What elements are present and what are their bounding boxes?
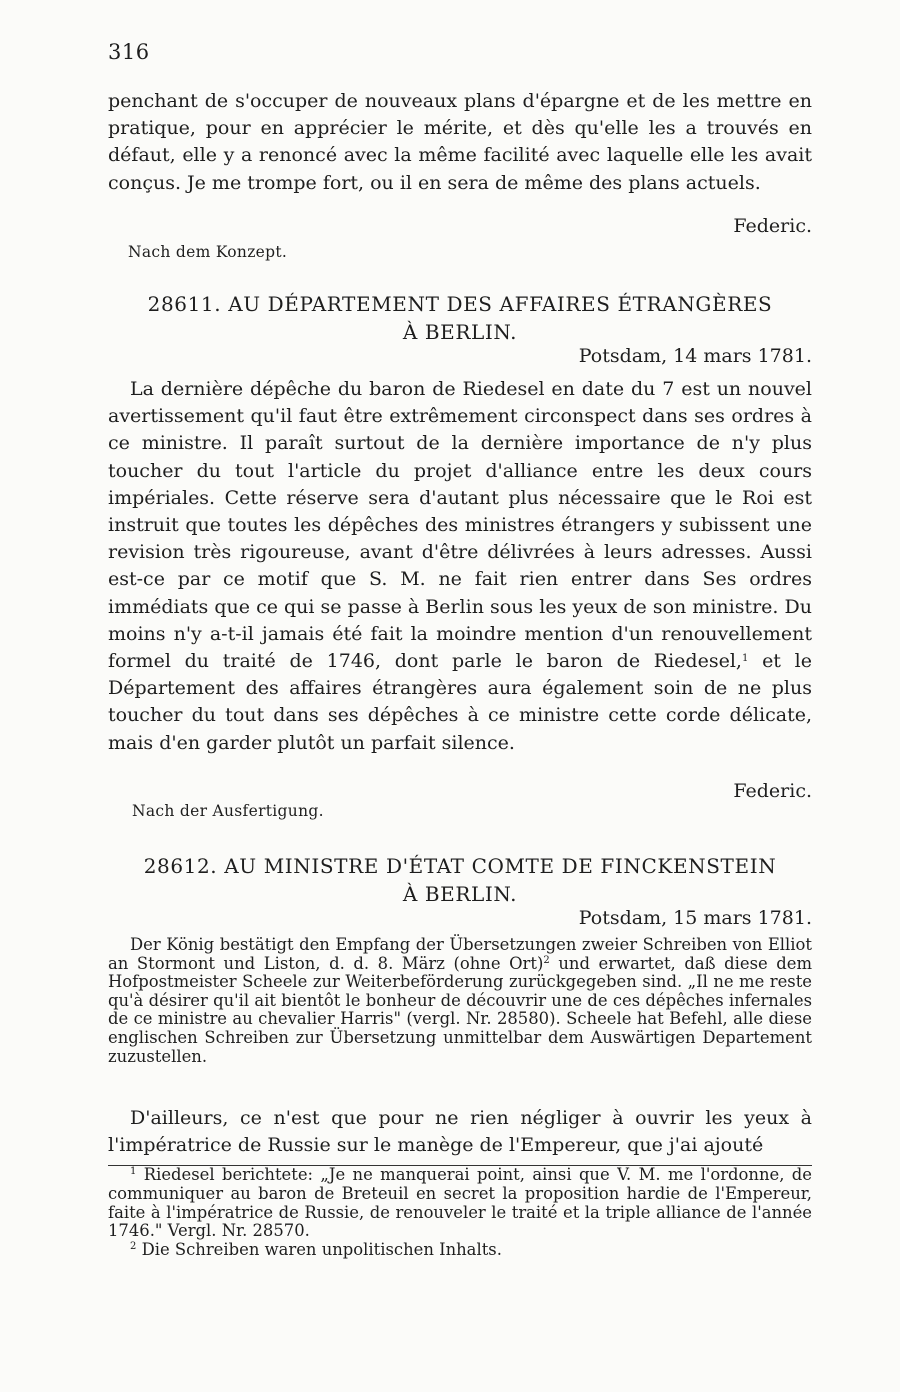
footnote-mark: 2 xyxy=(130,1241,137,1253)
letter-recipient-city: À BERLIN. xyxy=(402,320,518,344)
letter-heading xyxy=(108,852,812,908)
letter-heading xyxy=(108,290,812,346)
footnotes xyxy=(108,1166,812,1260)
signature: Federic. xyxy=(733,780,812,802)
place-date: Potsdam, 15 mars 1781. xyxy=(578,907,812,929)
signature: Federic. xyxy=(733,215,812,237)
letter-recipient-city: À BERLIN. xyxy=(402,882,518,906)
previous-letter-end xyxy=(108,88,812,197)
letter-recipient: AU DÉPARTEMENT DES AFFAIRES ÉTRANGÈRES xyxy=(228,292,773,316)
letter-recipient: AU MINISTRE D'ÉTAT COMTE DE FINCKENSTEIN xyxy=(224,854,777,878)
footnote-ref: 1 xyxy=(741,653,749,665)
page-number: 316 xyxy=(108,40,150,64)
footnote-mark: 1 xyxy=(130,1166,137,1177)
letter-body xyxy=(108,376,812,757)
source-note: Nach dem Konzept. xyxy=(128,243,288,261)
footnote-text: Die Schreiben waren unpolitischen Inhalts. xyxy=(141,1240,502,1260)
regest xyxy=(108,936,812,1066)
paragraph: penchant de s'occuper de nouveaux plans d'épargne et de les mettre en pratique, pour en apprécier le mérite, et dès qu'elle les a trouvés en défaut, elle y a renoncé avec la même facilité avec laquelle elle les avait conçus. Je me trompe fort, ou il en sera de même des plans actuels. xyxy=(108,90,812,194)
body-text: et le Département des affaires étrangères aura également soin de ne plus toucher du tout dans ses dépêches à ce ministre cette corde délicate, mais d'en garder plutôt un parfait silence. xyxy=(108,650,813,754)
footnote xyxy=(108,1166,812,1241)
regest-text: und erwartet, daß diese dem Hofpostmeister Scheele zur Weiterbeförderung zurückgegeben sind. „Il ne me reste qu'à désirer qu'il ait bientôt le bonheur de découvrir une de ces dépêches infernales de ce ministre au chevalier Harris" (vergl. Nr. 28580). Scheele hat Befehl, alle diese englischen Schreiben zur Übersetzung unmittelbar dem Auswärtigen Departement zuzustellen. xyxy=(108,953,812,1066)
letter-body xyxy=(108,1105,812,1159)
footnote-ref: 2 xyxy=(543,954,550,966)
letter-number: 28611. xyxy=(147,292,222,316)
paragraph: D'ailleurs, ce n'est que pour ne rien négliger à ouvrir les yeux à l'impératrice de Russie sur le manège de l'Empereur, que j'ai ajouté xyxy=(108,1107,812,1157)
footnote xyxy=(108,1241,812,1260)
letter-number: 28612. xyxy=(143,854,218,878)
place-date: Potsdam, 14 mars 1781. xyxy=(578,345,812,367)
paragraph xyxy=(108,376,812,757)
paragraph xyxy=(108,936,812,1066)
source-note: Nach der Ausfertigung. xyxy=(132,802,324,820)
regest-text: Der König bestätigt den Empfang der Übersetzungen zweier Schreiben von Elliot an Stormont und Liston, d. d. 8. März (ohne Ort) xyxy=(108,935,812,973)
body-text: La dernière dépêche du baron de Riedesel en date du 7 est un nouvel avertissement qu'il faut être extrêmement circonspect dans ses ordres à ce ministre. Il paraît surtout de la dernière importance de n'y plus toucher du tout l'article du projet d'alliance entre les deux cours impériales. Cette réserve sera d'autant plus nécessaire que le Roi est instruit que toutes les dépêches des ministres étrangers y subissent une revision très rigoureuse, avant d'être délivrées à leurs adresses. Aussi est-ce par ce motif que S. M. ne fait rien entrer dans Ses ordres immédiats que ce qui se passe à Berlin sous les yeux de son ministre. Du moins n'y a-t-il jamais été fait la moindre mention d'un renouvellement formel du traité de 1746, dont parle le baron de Riedesel, xyxy=(108,378,812,673)
footnote-text: Riedesel berichtete: „Je ne manquerai point, ainsi que V. M. me l'ordonne, de communiquer au baron de Breteuil en secret la proposition hardie de l'Empereur, faite à l'impératrice de Russie, de renouveler le traité et la triple alliance de l'année 1746." Vergl. Nr. 28570. xyxy=(108,1165,812,1241)
